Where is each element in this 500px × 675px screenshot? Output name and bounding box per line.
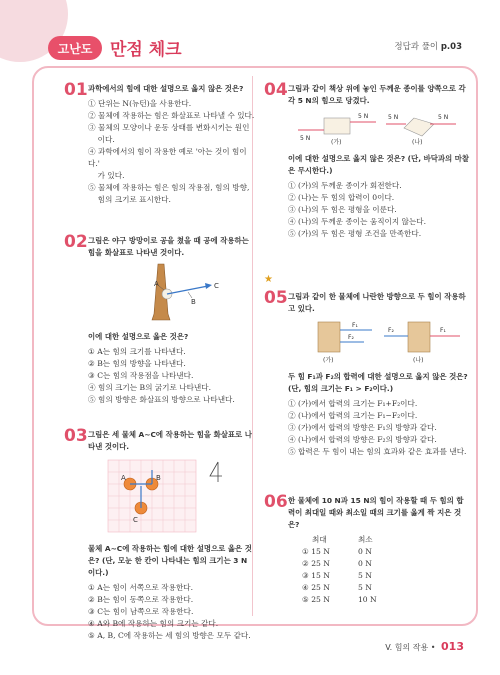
table-header-row xyxy=(302,534,387,546)
label-b: B xyxy=(191,298,196,306)
label-c: C xyxy=(133,516,138,524)
row-max: ① 15 N xyxy=(302,547,330,556)
compass-north-icon xyxy=(210,462,222,482)
table-row[interactable] xyxy=(302,558,387,570)
label-b: B xyxy=(156,474,161,482)
grid-force-figure xyxy=(88,456,254,536)
question-text: 그림은 야구 방망이로 공을 쳤을 때 공에 작용하는 힘을 화살표로 나타낸 것이다. xyxy=(88,236,249,257)
page-title: 만점 체크 xyxy=(110,40,182,60)
answer-reference xyxy=(394,40,462,52)
label-a: A xyxy=(154,280,159,288)
block-na xyxy=(408,322,430,352)
label-c: C xyxy=(214,282,219,290)
footer-section: V. 힘의 작용 xyxy=(385,643,429,652)
caption-ga: (가) xyxy=(323,357,334,364)
row-max: ④ 25 N xyxy=(302,583,330,592)
question-subprompt: 물체 A~C에 작용하는 힘에 대한 설명으로 옳은 것은? (단, 모눈 한 칸이 나타내는 힘의 크기는 3 N이다.) xyxy=(88,544,252,577)
row-min: 10 N xyxy=(357,595,377,604)
force-label-na-right: 5 N xyxy=(438,114,449,121)
caption-ga: (가) xyxy=(331,139,342,146)
question-text: 그림은 세 물체 A~C에 작용하는 힘을 화살표로 나타낸 것이다. xyxy=(88,430,252,451)
question-text: 그림과 같이 책상 위에 놓인 두께운 종이를 양쪽으로 각각 5 N의 힘으로 당겼다. xyxy=(288,84,466,105)
option-4[interactable]: ④ 힘의 크기는 B의 굵기로 나타낸다. xyxy=(88,383,212,392)
paper-ga xyxy=(324,118,350,134)
block-ga xyxy=(318,322,340,352)
option-5[interactable]: ⑤ (가)의 두 힘은 평형 조건을 만족한다. xyxy=(288,229,422,238)
option-2[interactable]: ② (나)에서 합력의 크기는 F₁−F₂이다. xyxy=(288,411,418,420)
row-min: 0 N xyxy=(357,559,372,568)
header-min: 최소 xyxy=(357,535,373,544)
option-2[interactable]: ② 물체에 작용하는 힘은 화살표로 나타낼 수 있다. xyxy=(88,111,255,120)
label-a: A xyxy=(121,474,126,482)
page-footer xyxy=(385,640,464,653)
option-1[interactable]: ① 단위는 N(뉴턴)을 사용한다. xyxy=(88,99,192,108)
question-subprompt: 두 힘 F₁과 F₂의 합력에 대한 설명으로 옳지 않은 것은? (단, 힘의 크기는 F₁ > F₂이다.) xyxy=(288,372,468,393)
question-text: 한 물체에 10 N과 15 N의 힘이 작용할 때 두 힘의 합력이 최대일 때와 최소일 때의 크기를 옳게 짝 지은 것은? xyxy=(288,496,464,529)
option-1[interactable]: ① (가)의 두께운 종이가 회전한다. xyxy=(288,181,402,190)
row-min: 5 N xyxy=(357,571,372,580)
force-arrow-head xyxy=(205,283,212,289)
label-na-f2: F₂ xyxy=(388,327,394,334)
force-label-ga-left: 5 N xyxy=(300,135,311,142)
option-2[interactable]: ② B는 힘의 방향을 나타낸다. xyxy=(88,359,186,368)
answer-table xyxy=(302,534,387,606)
option-4[interactable]: ④ (나)의 두께운 종이는 움직이지 않는다. xyxy=(288,217,427,226)
page-number: 013 xyxy=(441,640,464,653)
option-5[interactable]: ⑤ 물체에 작용하는 힘은 힘의 작용점, 힘의 방향, 힘의 크기로 표시한다. xyxy=(88,183,250,204)
row-min: 0 N xyxy=(357,547,372,556)
table-row[interactable] xyxy=(302,594,387,606)
question-subprompt: 이에 대한 설명으로 옳은 것은? xyxy=(88,332,189,341)
paper-na xyxy=(404,118,434,136)
important-star-icon: ★ xyxy=(264,274,273,285)
option-3[interactable]: ③ (가)에서 합력의 방향은 F₁의 방향과 같다. xyxy=(288,423,437,432)
row-max: ③ 15 N xyxy=(302,571,330,580)
option-5[interactable]: ⑤ 합력은 두 힘이 내는 힘의 효과와 같은 효과를 낸다. xyxy=(288,447,467,456)
option-5[interactable]: ⑤ 힘의 방향은 화살표의 방향으로 나타낸다. xyxy=(88,395,235,404)
question-number: 04 xyxy=(264,80,288,100)
question-text: 과학에서의 힘에 대한 설명으로 옳지 않은 것은? xyxy=(88,84,244,93)
option-3[interactable]: ③ 물체의 모양이나 운동 상태를 변화시키는 원인 이다. xyxy=(88,123,250,144)
question-number: 03 xyxy=(64,426,88,446)
question-subprompt: 이에 대한 설명으로 옳지 않은 것은? (단, 바닥과의 마찰은 무시한다.) xyxy=(288,154,469,175)
question-text: 그림과 같이 한 물체에 나란한 방향으로 두 힘이 작용하고 있다. xyxy=(288,292,466,313)
table-row[interactable] xyxy=(302,546,387,558)
parallel-forces-figure xyxy=(288,318,470,364)
question-number: 06 xyxy=(264,492,288,512)
option-3[interactable]: ③ (나)의 두 힘은 평형을 이룬다. xyxy=(288,205,397,214)
row-max: ② 25 N xyxy=(302,559,330,568)
option-1[interactable]: ① (가)에서 합력의 크기는 F₁+F₂이다. xyxy=(288,399,418,408)
option-3[interactable]: ③ C는 힘이 남쪽으로 작용한다. xyxy=(88,607,194,616)
option-1[interactable]: ① A는 힘이 서쪽으로 작용한다. xyxy=(88,583,194,592)
table-row[interactable] xyxy=(302,570,387,582)
header-max: 최대 xyxy=(312,535,327,544)
table-row[interactable] xyxy=(302,582,387,594)
bat-ball-figure xyxy=(88,262,254,324)
option-2[interactable]: ② (나)는 두 힘의 합력이 0이다. xyxy=(288,193,395,202)
label-ga-f1: F₁ xyxy=(352,322,358,329)
question-number: 05 xyxy=(264,288,288,308)
label-ga-f2: F₂ xyxy=(348,334,354,341)
option-4[interactable]: ④ (나)에서 합력의 방향은 F₂의 방향과 같다. xyxy=(288,435,437,444)
option-3[interactable]: ③ C는 힘의 작용점을 나타낸다. xyxy=(88,371,194,380)
row-max: ⑤ 25 N xyxy=(302,595,330,604)
caption-na: (나) xyxy=(412,139,423,146)
option-5[interactable]: ⑤ A, B, C에 작용하는 세 힘의 방향은 모두 같다. xyxy=(88,631,251,640)
option-2[interactable]: ② B는 힘이 동쪽으로 작용한다. xyxy=(88,595,194,604)
force-arrow xyxy=(167,286,208,294)
option-1[interactable]: ① A는 힘의 크기를 나타낸다. xyxy=(88,347,186,356)
difficulty-badge: 고난도 xyxy=(48,36,102,60)
answer-reference-label: 정답과 풀이 xyxy=(394,42,439,52)
question-number: 01 xyxy=(64,80,88,100)
force-label-ga-right: 5 N xyxy=(358,113,369,120)
caption-na: (나) xyxy=(413,357,424,364)
force-label-na-left: 5 N xyxy=(388,114,399,121)
option-4[interactable]: ④ 과학에서의 힘이 작용한 예로 '아는 것이 힘이다.' 가 있다. xyxy=(88,147,247,180)
question-number: 02 xyxy=(64,232,88,252)
row-min: 5 N xyxy=(357,583,372,592)
option-4[interactable]: ④ A와 B에 작용하는 힘의 크기는 같다. xyxy=(88,619,219,628)
bullet-icon: • xyxy=(430,643,439,652)
answer-reference-page: p.03 xyxy=(440,42,462,52)
label-na-f1: F₁ xyxy=(440,327,446,334)
paper-pull-figure xyxy=(288,110,470,146)
